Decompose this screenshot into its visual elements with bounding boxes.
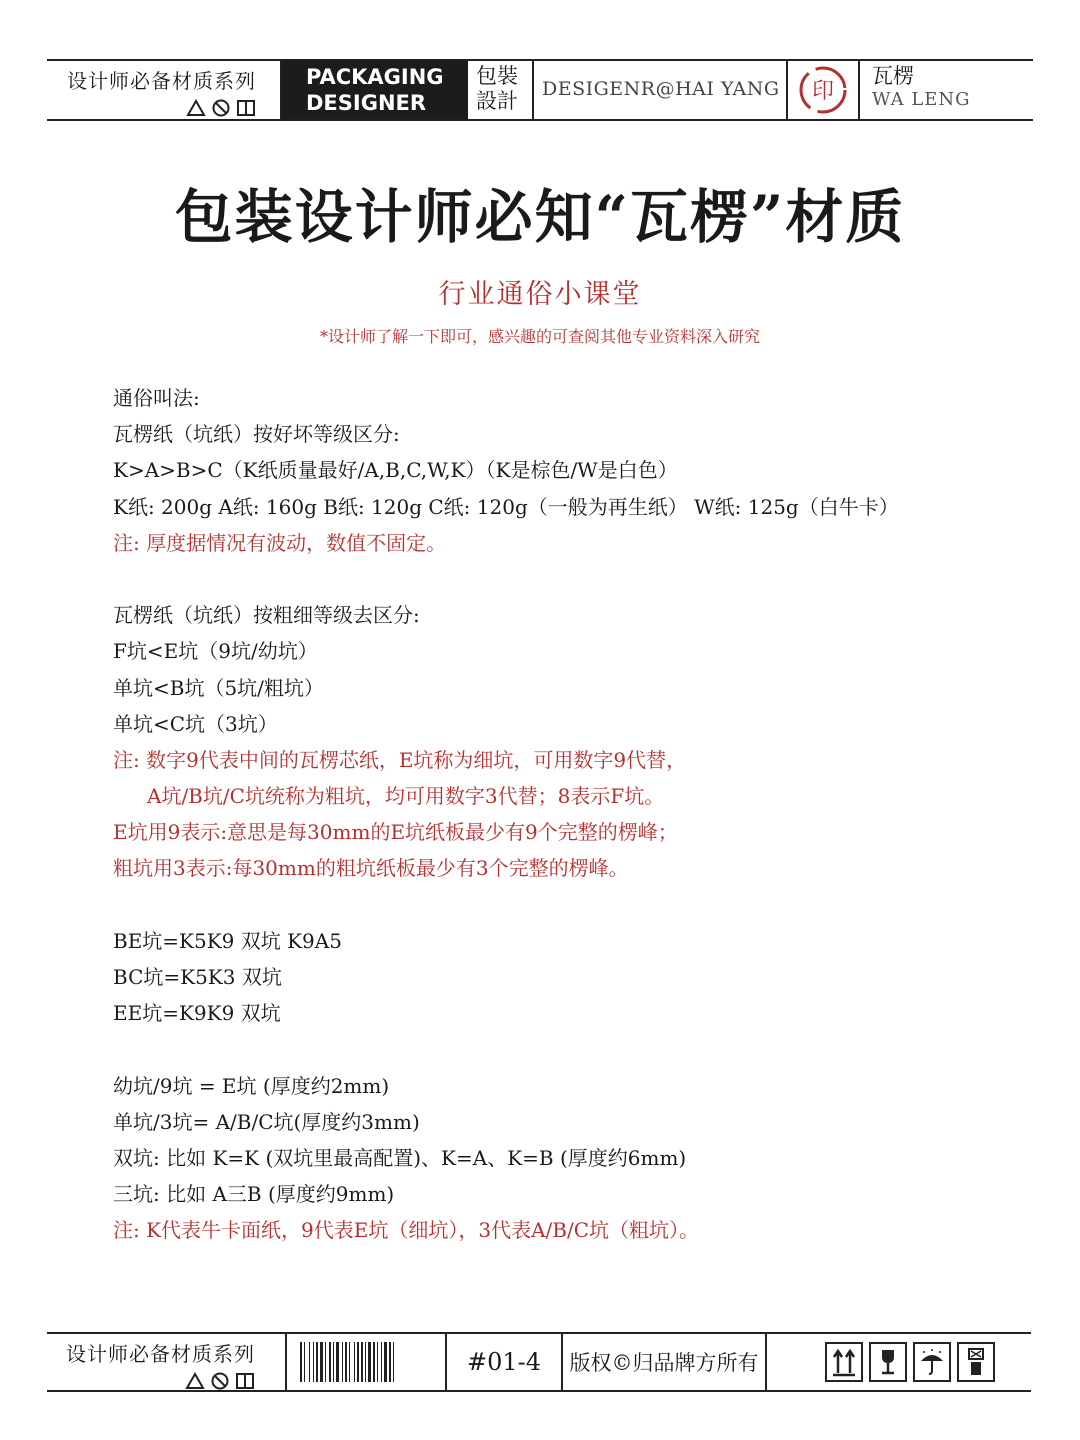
content-line: 双坑: 比如 K=K (双坑里最高配置)、K=A、K=B (厚度约6mm) xyxy=(113,1145,687,1170)
designer-email: DESIGENR@HAI YANG xyxy=(534,61,788,119)
content-line: 瓦楞纸（坑纸）按粗细等级去区分: xyxy=(113,603,420,628)
content-line: F坑<E坑（9坑/幼坑） xyxy=(113,639,318,664)
content-line: 单坑<B坑（5坑/粗坑） xyxy=(113,675,324,700)
brand-line-2: DESIGNER xyxy=(306,91,427,115)
barcode-cell xyxy=(287,1334,447,1390)
content-line: K纸: 200g A纸: 160g B纸: 120g C纸: 120g（一般为再生纸） W纸: 125g（白牛卡） xyxy=(113,494,899,519)
note-line: E坑用9表示:意思是每30mm的E坑纸板最少有9个完整的楞峰； xyxy=(113,820,678,845)
content-line: 三坑: 比如 A三B (厚度约9mm) xyxy=(113,1182,395,1207)
packaging-design-cell xyxy=(468,61,534,119)
triangle-icon xyxy=(185,1371,205,1391)
pkg-line-1: 包裝 xyxy=(476,64,518,88)
fragile-icon xyxy=(869,1342,907,1382)
barcode-icon xyxy=(298,1340,434,1384)
prohibited-icon xyxy=(210,1371,230,1391)
box-icon xyxy=(235,1371,255,1391)
note-line: 注: 数字9代表中间的瓦楞芯纸，E坑称为细坑，可用数字9代替， xyxy=(113,747,687,772)
seal-stamp-icon xyxy=(797,64,849,116)
content-line: BE坑=K5K9 双坑 K9A5 xyxy=(113,928,342,953)
this-way-up-icon xyxy=(825,1342,863,1382)
page-subtitle: 行业通俗小课堂 xyxy=(438,279,642,310)
brand-line-1: PACKAGING xyxy=(306,65,444,89)
content-line: 幼坑/9坑 = E坑 (厚度约2mm) xyxy=(113,1073,390,1098)
content-line: EE坑=K9K9 双坑 xyxy=(113,1001,281,1026)
triangle-icon xyxy=(186,98,206,118)
spacer xyxy=(113,1031,1013,1067)
copyright-text: 版权©归品牌方所有 xyxy=(563,1334,767,1390)
brand-block xyxy=(282,61,468,119)
box-icon xyxy=(236,98,256,118)
header-bar xyxy=(47,59,1033,121)
content-line: K>A>B>C（K纸质量最好/A,B,C,W,K）（K是棕色/W是白色） xyxy=(113,458,678,483)
keep-dry-icon xyxy=(913,1342,951,1382)
material-en: WA LENG xyxy=(872,89,971,110)
footer-bar xyxy=(47,1332,1031,1392)
note-line: 注: 厚度据情况有波动，数值不固定。 xyxy=(113,530,447,555)
stack-limit-icon xyxy=(957,1342,995,1382)
series-symbols xyxy=(47,98,256,118)
series-label: 设计师必备材质系列 xyxy=(67,69,256,93)
note-line: A坑/B坑/C坑统称为粗坑，均可用数字3代替；8表示F坑。 xyxy=(147,784,665,809)
seal-cell xyxy=(788,61,860,119)
content-line: BC坑=K5K3 双坑 xyxy=(113,965,282,989)
material-cell xyxy=(860,61,1033,119)
spacer xyxy=(113,561,1013,597)
content-line: 通俗叫法: xyxy=(113,386,200,410)
pkg-line-2: 設計 xyxy=(476,89,518,113)
hint-note: *设计师了解一下即可，感兴趣的可查阅其他专业资料深入研究 xyxy=(319,327,760,346)
content-line: 单坑<C坑（3坑） xyxy=(113,711,278,736)
handling-icons xyxy=(767,1334,1031,1390)
material-cn: 瓦楞 xyxy=(872,64,914,88)
seal-char: 印 xyxy=(811,79,835,104)
prohibited-icon xyxy=(211,98,231,118)
issue-code: #01-4 xyxy=(447,1334,563,1390)
note-line: 粗坑用3表示:每30mm的粗坑纸板最少有3个完整的楞峰。 xyxy=(113,856,629,881)
content-body xyxy=(113,380,1013,1249)
content-line: 单坑/3坑= A/B/C坑(厚度约3mm) xyxy=(113,1109,420,1134)
footer-series-cell xyxy=(47,1334,287,1390)
note-line: 注: K代表牛卡面纸，9代表E坑（细坑），3代表A/B/C坑（粗坑）。 xyxy=(113,1218,700,1243)
page-title: 包装设计师必知“瓦楞”材质 xyxy=(174,183,906,251)
footer-symbols xyxy=(47,1371,255,1391)
spacer xyxy=(113,887,1013,923)
content-line: 瓦楞纸（坑纸）按好坏等级区分: xyxy=(113,422,400,447)
footer-series-label: 设计师必备材质系列 xyxy=(66,1342,255,1366)
series-cell xyxy=(47,61,282,119)
